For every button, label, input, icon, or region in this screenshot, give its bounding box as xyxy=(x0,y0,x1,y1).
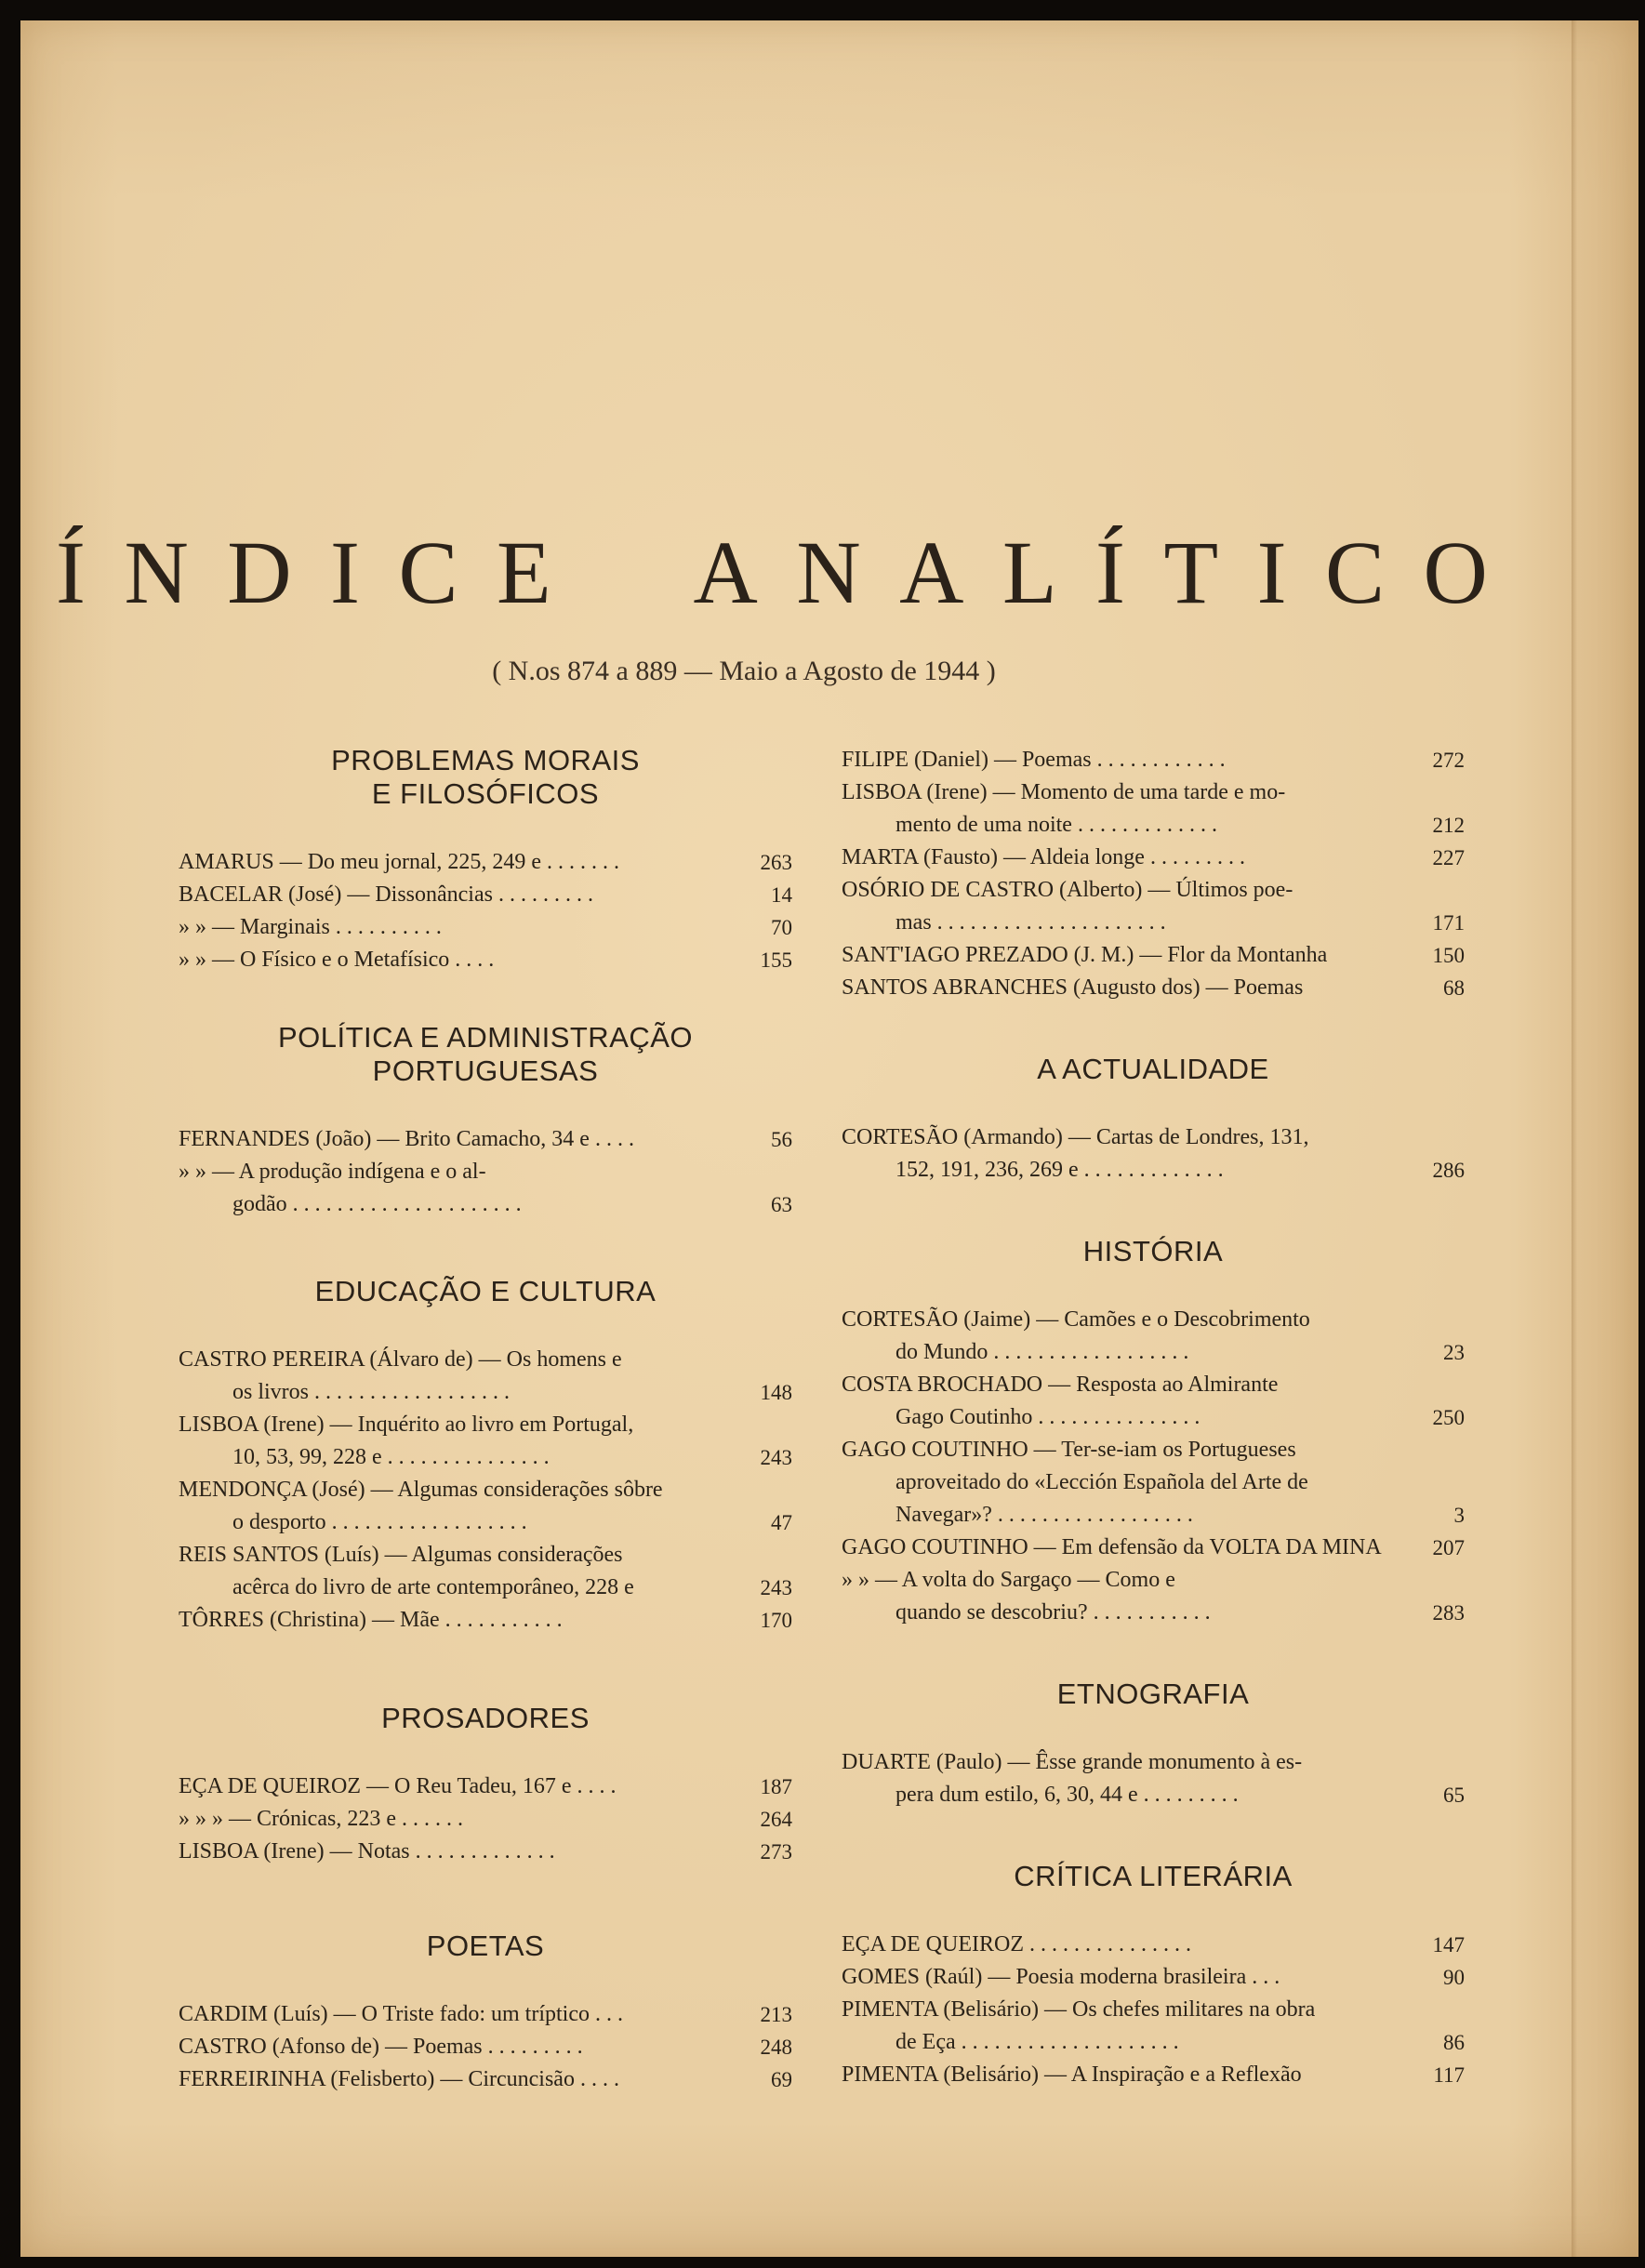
index-entry xyxy=(179,1344,792,1409)
page-fold xyxy=(1572,20,1577,2257)
entry-page-number: 213 xyxy=(760,2003,792,2026)
index-section xyxy=(842,1860,1465,2091)
entry-page-number: 171 xyxy=(1432,911,1465,935)
index-entry xyxy=(842,1929,1465,1961)
entry-text-line: SANTOS ABRANCHES (Augusto dos) — Poemas xyxy=(842,975,1304,1000)
entry-text-line: FERREIRINHA (Felisberto) — Circuncisão . . . . xyxy=(179,2067,619,2091)
entry-page-number: 23 xyxy=(1443,1341,1465,1364)
section-heading-line: E FILOSÓFICOS xyxy=(371,777,600,810)
title-letter: C xyxy=(1325,522,1386,622)
section-heading-line: ETNOGRAFIA xyxy=(1056,1678,1250,1710)
title-letter: I xyxy=(330,522,360,622)
section-heading-line: CRÍTICA LITERÁRIA xyxy=(1014,1860,1293,1892)
index-entry xyxy=(179,1539,792,1604)
entry-page-number: 150 xyxy=(1432,944,1465,967)
title-letter: I xyxy=(1256,522,1287,622)
title-letter: Í xyxy=(56,522,86,622)
entry-page-number: 187 xyxy=(760,1775,792,1798)
index-entry xyxy=(842,874,1465,939)
entry-text-line: CORTESÃO (Armando) — Cartas de Londres, 131, xyxy=(842,1125,1309,1149)
entry-page-number: 14 xyxy=(771,883,792,907)
section-heading xyxy=(179,1275,792,1308)
title-letter: A xyxy=(899,522,964,622)
entry-page-number: 148 xyxy=(760,1381,792,1404)
title-letter: Í xyxy=(1095,522,1126,622)
index-entry xyxy=(179,911,792,944)
section-heading xyxy=(179,1021,792,1088)
title-letter: D xyxy=(227,522,292,622)
title-letter: A xyxy=(693,522,758,622)
index-entry xyxy=(842,1369,1465,1434)
index-entry xyxy=(179,1604,792,1637)
entry-text-line: CASTRO PEREIRA (Álvaro de) — Os homens e xyxy=(179,1347,622,1372)
section-heading-line: EDUCAÇÃO E CULTURA xyxy=(314,1275,657,1307)
entry-page-number: 207 xyxy=(1432,1536,1465,1559)
entry-text-line: EÇA DE QUEIROZ — O Reu Tadeu, 167 e . . . . xyxy=(179,1774,617,1798)
index-entry xyxy=(179,846,792,879)
index-entry xyxy=(179,1123,792,1156)
entry-text-line: GOMES (Raúl) — Poesia moderna brasileira . . . xyxy=(842,1965,1280,1989)
entry-page-number: 170 xyxy=(760,1609,792,1632)
entry-text-line: » » » — Crónicas, 223 e . . . . . . xyxy=(179,1807,463,1831)
entry-text-line: LISBOA (Irene) — Momento de uma tarde e mo- xyxy=(842,780,1286,804)
index-entry xyxy=(842,2059,1465,2091)
title-letter: N xyxy=(796,522,861,622)
right-column xyxy=(842,744,1465,2091)
title-letter: E xyxy=(496,522,551,622)
entry-text-line: CORTESÃO (Jaime) — Camões e o Descobrimento xyxy=(842,1307,1310,1332)
entry-page-number: 69 xyxy=(771,2068,792,2091)
index-entry xyxy=(179,1998,792,2031)
entry-text-line: COSTA BROCHADO — Resposta ao Almirante xyxy=(842,1373,1279,1397)
index-entry xyxy=(179,1771,792,1803)
index-section xyxy=(842,744,1465,1004)
title-letter: C xyxy=(398,522,458,622)
entry-text-line: PIMENTA (Belisário) — A Inspiração e a Reflexão xyxy=(842,2062,1302,2087)
index-entry xyxy=(842,744,1465,776)
entry-page-number: 283 xyxy=(1432,1601,1465,1625)
index-section xyxy=(179,1930,792,2096)
entry-text-line: mas . . . . . . . . . . . . . . . . . . . . . xyxy=(895,910,1166,935)
entry-page-number: 47 xyxy=(771,1511,792,1534)
index-entry xyxy=(179,1474,792,1539)
index-entry xyxy=(842,776,1465,842)
index-section xyxy=(842,1678,1465,1811)
index-entry xyxy=(179,944,792,976)
page-subtitle: ( N.os 874 a 889 — Maio a Agosto de 1944 ) xyxy=(492,656,996,686)
index-entry xyxy=(842,939,1465,972)
index-entry xyxy=(842,972,1465,1004)
index-entry xyxy=(179,2063,792,2096)
index-entry xyxy=(179,1803,792,1836)
title-letter: O xyxy=(1423,522,1488,622)
section-heading-line: HISTÓRIA xyxy=(1082,1235,1224,1267)
entry-text-line: pera dum estilo, 6, 30, 44 e . . . . . . . . . xyxy=(895,1783,1239,1807)
entry-text-line: FERNANDES (João) — Brito Camacho, 34 e . . . . xyxy=(179,1127,634,1151)
entry-page-number: 264 xyxy=(760,1808,792,1831)
entry-text-line: MENDONÇA (José) — Algumas considerações sôbre xyxy=(179,1478,663,1502)
entry-page-number: 155 xyxy=(760,948,792,972)
title-letter: N xyxy=(124,522,189,622)
entry-text-line: » » — O Físico e o Metafísico . . . . xyxy=(179,948,495,972)
index-entry xyxy=(842,1564,1465,1629)
index-section xyxy=(842,1053,1465,1187)
entry-text-line: acêrca do livro de arte contemporâneo, 228 e xyxy=(232,1575,634,1599)
section-heading xyxy=(842,1860,1465,1893)
entry-text-line: AMARUS — Do meu jornal, 225, 249 e . . . . . . . xyxy=(179,850,619,874)
entry-text-line: CARDIM (Luís) — O Triste fado: um tríptico . . . xyxy=(179,2002,623,2026)
entry-page-number: 3 xyxy=(1453,1504,1465,1527)
section-heading-line: PORTUGUESAS xyxy=(372,1054,599,1087)
entry-text-line: LISBOA (Irene) — Inquérito ao livro em Portugal, xyxy=(179,1413,634,1437)
section-heading-line: PROSADORES xyxy=(381,1702,590,1734)
entry-text-line: » » — A produção indígena e o al- xyxy=(179,1160,486,1184)
entry-text-line: MARTA (Fausto) — Aldeia longe . . . . . . . . . xyxy=(842,845,1245,869)
entry-text-line: mento de uma noite . . . . . . . . . . . . . xyxy=(895,813,1217,837)
entry-text-line: GAGO COUTINHO — Em defensão da VOLTA DA MINA xyxy=(842,1535,1382,1559)
index-section xyxy=(179,1021,792,1221)
index-entry xyxy=(842,1961,1465,1994)
section-heading xyxy=(179,1930,792,1963)
entry-text-line: » » — Marginais . . . . . . . . . . xyxy=(179,915,442,939)
index-entry xyxy=(179,879,792,911)
entry-text-line: FILIPE (Daniel) — Poemas . . . . . . . . . . . . xyxy=(842,748,1226,772)
index-entry xyxy=(842,1532,1465,1564)
index-entry xyxy=(179,1409,792,1474)
section-heading xyxy=(179,1702,792,1735)
entry-text-line: do Mundo . . . . . . . . . . . . . . . . . . xyxy=(895,1340,1189,1364)
index-entry xyxy=(179,1836,792,1868)
entry-text-line: Navegar»? . . . . . . . . . . . . . . . . . . xyxy=(895,1503,1193,1527)
index-section xyxy=(179,744,792,976)
page-title xyxy=(56,521,1488,623)
section-heading xyxy=(179,744,792,811)
entry-page-number: 147 xyxy=(1432,1933,1465,1956)
entry-text-line: GAGO COUTINHO — Ter-se-iam os Portugueses xyxy=(842,1438,1296,1462)
entry-text-line: BACELAR (José) — Dissonâncias . . . . . . . . . xyxy=(179,882,593,907)
entry-page-number: 263 xyxy=(760,851,792,874)
entry-text-line: Gago Coutinho . . . . . . . . . . . . . . . xyxy=(895,1405,1201,1429)
entry-text-line: 10, 53, 99, 228 e . . . . . . . . . . . . . . . xyxy=(232,1445,550,1469)
entry-page-number: 250 xyxy=(1432,1406,1465,1429)
entry-text-line: LISBOA (Irene) — Notas . . . . . . . . . . . . . xyxy=(179,1839,555,1863)
index-section xyxy=(179,1702,792,1868)
entry-text-line: os livros . . . . . . . . . . . . . . . . . . xyxy=(232,1380,511,1404)
entry-text-line: de Eça . . . . . . . . . . . . . . . . . . . . xyxy=(895,2030,1179,2054)
entry-text-line: EÇA DE QUEIROZ . . . . . . . . . . . . . . . xyxy=(842,1932,1191,1956)
entry-page-number: 56 xyxy=(771,1128,792,1151)
section-heading-line: POLÍTICA E ADMINISTRAÇÃO xyxy=(277,1021,694,1054)
entry-page-number: 273 xyxy=(760,1840,792,1863)
entry-text-line: DUARTE (Paulo) — Êsse grande monumento à es- xyxy=(842,1750,1303,1774)
index-entry xyxy=(842,1434,1465,1532)
entry-text-line: quando se descobriu? . . . . . . . . . . . xyxy=(895,1600,1211,1625)
index-entry xyxy=(179,1156,792,1221)
entry-page-number: 117 xyxy=(1433,2063,1465,2087)
index-section xyxy=(179,1275,792,1637)
section-heading xyxy=(842,1678,1465,1711)
entry-text-line: » » — A volta do Sargaço — Como e xyxy=(842,1568,1175,1592)
index-entry xyxy=(842,1994,1465,2059)
entry-text-line: OSÓRIO DE CASTRO (Alberto) — Últimos poe- xyxy=(842,878,1293,902)
entry-text-line: 152, 191, 236, 269 e . . . . . . . . . . . . . xyxy=(895,1158,1224,1182)
index-entry xyxy=(842,1121,1465,1187)
entry-text-line: godão . . . . . . . . . . . . . . . . . . . . . xyxy=(232,1192,522,1216)
index-entry xyxy=(842,1304,1465,1369)
section-heading xyxy=(842,1053,1465,1086)
entry-page-number: 63 xyxy=(771,1193,792,1216)
entry-text-line: REIS SANTOS (Luís) — Algumas considerações xyxy=(179,1543,623,1567)
entry-text-line: CASTRO (Afonso de) — Poemas . . . . . . . . . xyxy=(179,2035,583,2059)
entry-page-number: 70 xyxy=(771,916,792,939)
entry-page-number: 286 xyxy=(1432,1159,1465,1182)
index-entry xyxy=(179,2031,792,2063)
entry-page-number: 212 xyxy=(1432,814,1465,837)
title-letter: L xyxy=(1002,522,1057,622)
entry-text-line: SANT'IAGO PREZADO (J. M.) — Flor da Montanha xyxy=(842,943,1328,967)
entry-page-number: 248 xyxy=(760,2036,792,2059)
section-heading xyxy=(842,1235,1465,1268)
entry-text-line: o desporto . . . . . . . . . . . . . . . . . . xyxy=(232,1510,527,1534)
entry-page-number: 68 xyxy=(1443,976,1465,1000)
entry-page-number: 86 xyxy=(1443,2031,1465,2054)
entry-text-line: PIMENTA (Belisário) — Os chefes militares na obra xyxy=(842,1997,1316,2022)
index-entry xyxy=(842,1746,1465,1811)
entry-page-number: 90 xyxy=(1443,1966,1465,1989)
entry-page-number: 272 xyxy=(1432,749,1465,772)
entry-page-number: 243 xyxy=(760,1446,792,1469)
section-heading-line: POETAS xyxy=(426,1930,545,1962)
entry-page-number: 227 xyxy=(1432,846,1465,869)
left-column xyxy=(179,744,792,2096)
entry-page-number: 65 xyxy=(1443,1784,1465,1807)
section-heading-line: A ACTUALIDADE xyxy=(1037,1053,1269,1085)
title-letter: T xyxy=(1163,522,1219,622)
entry-text-line: aproveitado do «Lección Española del Arte de xyxy=(895,1470,1308,1494)
entry-page-number: 243 xyxy=(760,1576,792,1599)
entry-text-line: TÔRRES (Christina) — Mãe . . . . . . . . . . . xyxy=(179,1608,563,1632)
index-entry xyxy=(842,842,1465,874)
index-section xyxy=(842,1235,1465,1629)
section-heading-line: PROBLEMAS MORAIS xyxy=(331,744,640,776)
